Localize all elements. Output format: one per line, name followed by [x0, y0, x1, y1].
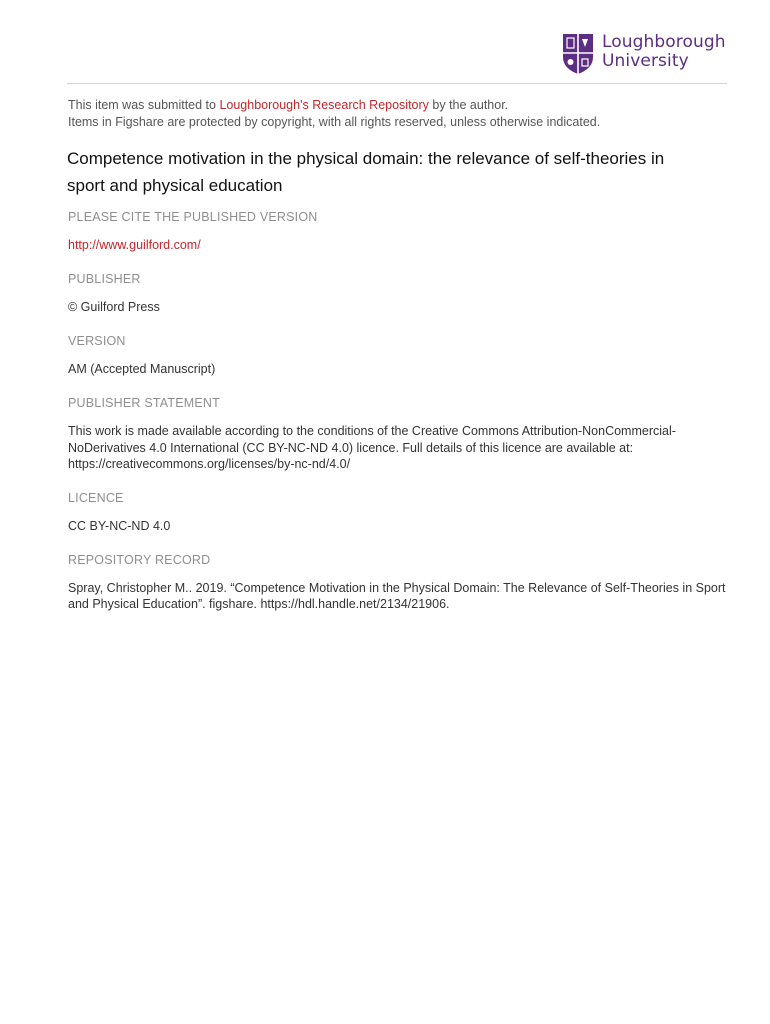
licence-value: CC BY-NC-ND 4.0: [68, 518, 171, 533]
publisher-label: PUBLISHER: [68, 272, 141, 286]
repository-record-label: REPOSITORY RECORD: [68, 552, 211, 567]
repository-notice: [68, 97, 728, 131]
publisher-statement-label: PUBLISHER STATEMENT: [68, 396, 220, 410]
university-crest-icon: [562, 33, 594, 75]
metadata-fields: [68, 208, 733, 629]
repository-link[interactable]: Loughborough's Research Repository: [219, 98, 429, 112]
notice-line-1: [68, 97, 728, 114]
item-title: Competence motivation in the physical domain: the relevance of self-theories in sport and physical education: [67, 149, 665, 195]
university-name: [602, 33, 726, 71]
version-value: AM (Accepted Manuscript): [68, 362, 216, 376]
notice-suffix: by the author.: [428, 98, 509, 112]
university-logo: [562, 33, 726, 75]
publisher-value: © Guilford Press: [68, 300, 160, 314]
logo-line-1: Loughborough: [602, 32, 726, 52]
logo-line-2: University: [602, 51, 689, 71]
cite-label: PLEASE CITE THE PUBLISHED VERSION: [68, 210, 318, 224]
notice-line-2: Items in Figshare are protected by copyright, with all rights reserved, unless otherwise indicated.: [68, 115, 601, 129]
notice-prefix: This item was submitted to: [68, 98, 220, 112]
header-divider: [67, 83, 727, 84]
version-label: VERSION: [68, 334, 126, 348]
repository-record-value: Spray, Christopher M.. 2019. “Competence Motivation in the Physical Domain: The Relevance of Self-Theories in Sport and Physical Education”. figshare. https://hdl.handle.net/2134/21906.: [68, 580, 726, 611]
publisher-url-link[interactable]: http://www.guilford.com/: [68, 238, 201, 252]
licence-label: LICENCE: [68, 490, 124, 505]
publisher-statement-value: This work is made available according to the conditions of the Creative Commons Attribution-NonCommercial-NoDerivatives 4.0 International (CC BY-NC-ND 4.0) licence. Full details of this licence are available at: https://creativecommons.org/licenses/by-nc-nd/4.0/: [68, 424, 676, 471]
